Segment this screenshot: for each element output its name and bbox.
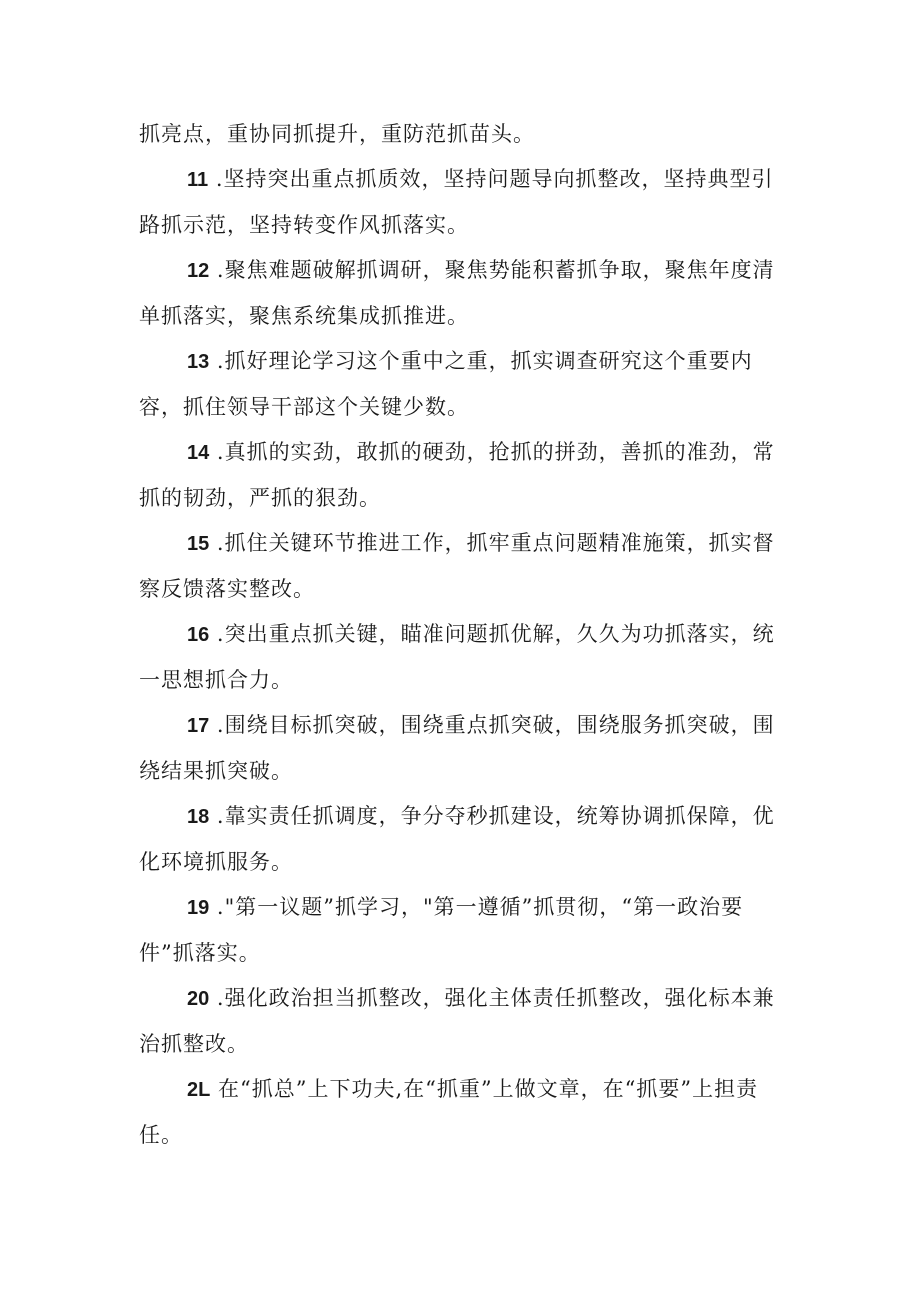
list-item: [139, 1067, 779, 1158]
item-number: 11: [187, 169, 209, 191]
item-text: ."第一议题”抓学习，"第一遵循”抓贯彻，“第一政治要件”抓落实。: [139, 895, 744, 965]
item-text: .围绕目标抓突破，围绕重点抓突破，围绕服务抓突破，围绕结果抓突破。: [139, 713, 775, 783]
item-number: 19: [187, 897, 210, 919]
list-item: [139, 976, 779, 1067]
item-number: 16: [187, 624, 210, 646]
list-item: [139, 339, 779, 430]
item-number: 18: [187, 806, 210, 828]
list-item: [139, 612, 779, 703]
item-number: 12: [187, 260, 210, 282]
item-number: 15: [187, 533, 210, 555]
item-number: 14: [187, 442, 210, 464]
item-text: .抓好理论学习这个重中之重，抓实调查研究这个重要内容，抓住领导干部这个关键少数。: [139, 349, 753, 419]
item-number: 20: [187, 988, 210, 1010]
item-text: .强化政治担当抓整改，强化主体责任抓整改，强化标本兼治抓整改。: [139, 986, 775, 1056]
list-item: [139, 430, 779, 521]
document-body: [139, 112, 779, 1158]
item-number: 2L: [187, 1079, 211, 1101]
item-text: 在“抓总”上下功夫,在“抓重”上做文章，在“抓要”上担责任。: [139, 1077, 759, 1147]
item-text: .聚焦难题破解抓调研，聚焦势能积蓄抓争取，聚焦年度清单抓落实，聚焦系统集成抓推进。: [139, 258, 775, 328]
item-number: 13: [187, 351, 210, 373]
item-text: .靠实责任抓调度，争分夺秒抓建设，统筹协调抓保障，优化环境抓服务。: [139, 804, 775, 874]
item-text: .坚持突出重点抓质效，坚持问题导向抓整改，坚持典型引路抓示范，坚持转变作风抓落实。: [139, 167, 774, 237]
list-item: [139, 885, 779, 976]
item-text: .抓住关键环节推进工作，抓牢重点问题精准施策，抓实督察反馈落实整改。: [139, 531, 775, 601]
list-item: [139, 703, 779, 794]
list-item: [139, 794, 779, 885]
list-item: [139, 248, 779, 339]
item-text: .真抓的实劲，敢抓的硬劲，抢抓的拼劲，善抓的准劲，常抓的韧劲，严抓的狠劲。: [139, 440, 775, 510]
item-text: .突出重点抓关键，瞄准问题抓优解，久久为功抓落实，统一思想抓合力。: [139, 622, 775, 692]
list-item: [139, 521, 779, 612]
lead-paragraph: 抓亮点，重协同抓提升，重防范抓苗头。: [139, 122, 535, 146]
list-item: [139, 157, 779, 248]
item-number: 17: [187, 715, 210, 737]
